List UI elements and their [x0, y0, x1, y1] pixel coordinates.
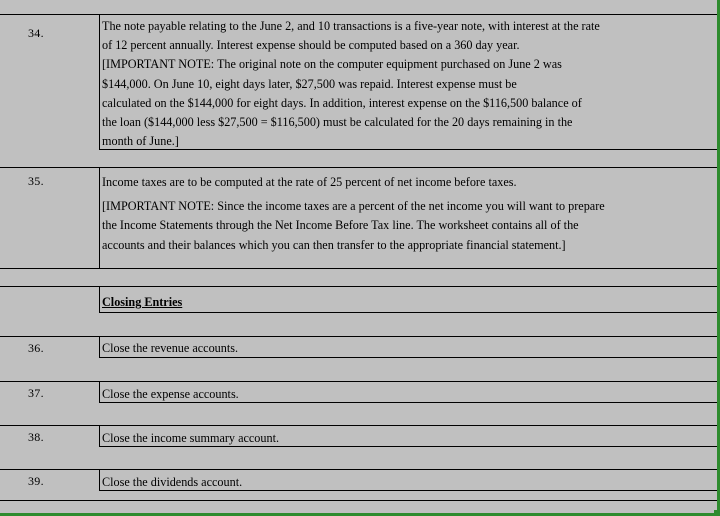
- instruction-cell-34[interactable]: [102, 17, 714, 151]
- instruction-line: calculated on the $144,000 for eight days. In addition, interest expense on the $116,500 balance of: [102, 95, 582, 110]
- column-divider: [99, 337, 100, 357]
- column-divider: [99, 287, 100, 313]
- row-number-39: 39.: [28, 474, 44, 488]
- closing-entry-text: Close the expense accounts.: [102, 387, 239, 401]
- row-border: [0, 268, 720, 269]
- section-heading: [102, 293, 714, 312]
- instruction-line: month of June.]: [102, 134, 179, 149]
- row-number-37: 37.: [28, 386, 44, 400]
- row-border: [0, 14, 720, 15]
- instruction-line: The note payable relating to the June 2, and 10 transactions is a five-year note, with interest at the rate: [102, 19, 600, 33]
- row-border: [0, 167, 720, 168]
- instruction-cell-35[interactable]: [102, 173, 714, 255]
- instruction-line: the loan ($144,000 less $27,500 = $116,500) must be calculated for the 20 days remaining in the: [102, 115, 573, 130]
- column-divider: [99, 426, 100, 446]
- fill-handle[interactable]: [714, 510, 720, 516]
- closing-entry-text: Close the income summary account.: [102, 431, 280, 445]
- row-border: [0, 425, 720, 426]
- instruction-line: Income taxes are to be computed at the rate of 25 percent of net income before taxes.: [102, 175, 517, 189]
- row-number-34: 34.: [28, 26, 44, 40]
- instruction-line: of 12 percent annually. Interest expense should be computed based on a 360 day year.: [102, 38, 520, 53]
- row-border: [99, 490, 720, 491]
- instruction-line: $144,000. On June 10, eight days later, $27,500 was repaid. Interest expense must be: [102, 76, 517, 91]
- closing-cell-36[interactable]: [102, 339, 714, 358]
- row-border: [0, 500, 720, 501]
- closing-entry-text: Close the revenue accounts.: [102, 341, 239, 355]
- row-border: [0, 381, 720, 382]
- row-number-36: 36.: [28, 341, 44, 355]
- row-border: [0, 336, 720, 337]
- instruction-line: accounts and their balances which you can then transfer to the appropriate financial statement.]: [102, 237, 566, 252]
- closing-entry-text: Close the dividends account.: [102, 475, 243, 489]
- instruction-line: [IMPORTANT NOTE: Since the income taxes are a percent of the net income you will want to prepare: [102, 199, 605, 214]
- row-border: [99, 402, 720, 403]
- instruction-line: the Income Statements through the Net Income Before Tax line. The worksheet contains all of the: [102, 218, 579, 233]
- column-divider: [99, 470, 100, 490]
- row-number-38: 38.: [28, 430, 44, 444]
- closing-entries-heading: Closing Entries: [102, 295, 183, 309]
- row-border: [0, 286, 720, 287]
- row-border: [99, 312, 720, 313]
- row-border: [99, 149, 720, 150]
- instruction-line: [IMPORTANT NOTE: The original note on the computer equipment purchased on June 2 was: [102, 57, 562, 72]
- column-divider: [99, 382, 100, 402]
- row-border: [0, 469, 720, 470]
- row-border: [99, 446, 720, 447]
- row-number-35: 35.: [28, 174, 44, 188]
- column-divider: [99, 15, 100, 149]
- column-divider: [99, 168, 100, 268]
- row-border: [99, 357, 720, 358]
